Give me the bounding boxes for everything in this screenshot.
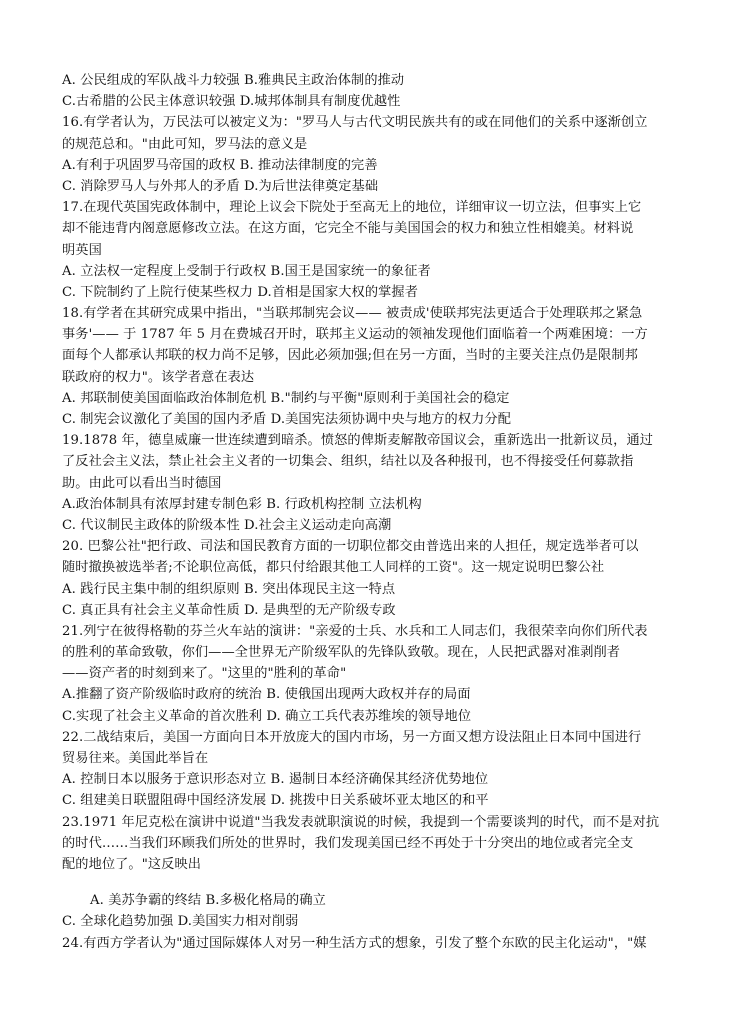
blank-gap: [62, 875, 682, 890]
question-22-stem: 贸易往来。美国此举旨在: [62, 751, 209, 766]
option-line: C. 下院制约了上院行使某些权力 D.首相是国家大权的掌握者: [62, 284, 418, 300]
question-19-stem: 助。由此可以看出当时德国: [62, 475, 222, 491]
option-line: C. 制宪会议激化了美国的国内矛盾 D.美国宪法须协调中央与地方的权力分配: [62, 412, 511, 427]
question-18-stem: 事务'—— 于 1787 年 5 月在费城召开时，联邦主义运动的领袖发现他们面临着一个两难困境：一方: [62, 327, 648, 343]
option-line: A. 立法权一定程度上受制于行政权 B.国王是国家统一的象征者: [62, 263, 431, 279]
question-20-stem: 20. 巴黎公社"把行政、司法和国民教育方面的一切职位都交由普选出来的人担任，规定选举者可以: [62, 539, 639, 555]
question-21-stem: 的胜利的革命致敬，你们——全世界无产阶级军队的先锋队致敬。现在，人民把武器对准剥削者: [62, 645, 621, 661]
option-line: C. 消除罗马人与外邦人的矛盾 D.为后世法律奠定基础: [62, 178, 379, 194]
question-17-stem: 明英国: [62, 242, 102, 258]
option-line: A. 公民组成的军队战斗力较强 B.雅典民主政治体制的推动: [62, 73, 405, 88]
option-line: A.有利于巩固罗马帝国的政权 B. 推动法律制度的完善: [62, 157, 378, 173]
question-19-stem: 了反社会主义法，禁止社会主义者的一切集会、组织，结社以及各种报刊，也不得接受任何募款指: [62, 454, 634, 470]
question-24-stem: 24.有西方学者认为"通过国际媒体人对另一种生活方式的想象，引发了整个东欧的民主化运动"，"媒: [62, 935, 647, 951]
option-line: A.推翻了资产阶级临时政府的统治 B. 使俄国出现两大政权并存的局面: [62, 687, 471, 703]
option-line: C. 代议制民主政体的阶级本性 D.社会主义运动走向高潮: [62, 517, 392, 533]
question-21-stem: ——资产者的时刻到来了。"这里的"胜利的革命": [62, 666, 347, 682]
option-line: C. 全球化趋势加强 D.美国实力相对削弱: [62, 914, 299, 930]
option-line: A.政治体制具有浓厚封建专制色彩 B. 行政机构控制 立法机构: [62, 496, 422, 512]
exam-page: [62, 70, 682, 954]
option-line: A. 邦联制使美国面临政治体制危机 B."制约与平衡"原则利于美国社会的稳定: [62, 390, 510, 406]
option-line: A. 践行民主集中制的组织原则 B. 突出体现民主这一特点: [62, 581, 396, 597]
option-line: A. 控制日本以服务于意识形态对立 B. 遏制日本经济确保其经济优势地位: [62, 772, 489, 788]
question-18-stem: 面每个人都承认邦联的权力尚不足够，因此必须加强;但在另一方面，当时的主要关注点仍是限制邦: [62, 348, 638, 364]
option-line: A. 美苏争霸的终结 B.多极化格局的确立: [90, 893, 326, 909]
option-line: C.实现了社会主义革命的首次胜利 D. 确立工兵代表苏维埃的领导地位: [62, 708, 472, 724]
option-line: C.古希腊的公民主体意识较强 D.城邦体制具有制度优越性: [62, 94, 401, 110]
question-17-stem: 却不能违背内阁意愿修改立法。在这方面，它完全不能与美国国会的权力和独立性相媲美。材料说: [62, 221, 634, 237]
question-16-stem: 的规范总和。"由此可知，罗马法的意义是: [62, 136, 308, 152]
question-23-stem: 的时代……当我们环顾我们所处的世界时，我们发现美国已经不再处于十分突出的地位或者完全支: [62, 835, 634, 851]
question-18-stem: 18.有学者在其研究成果中指出，"当联邦制宪会议—— 被责成'使联邦宪法更适合于处理联邦之紧急: [62, 306, 643, 322]
question-23-stem: 配的地位了。"这反映出: [62, 856, 202, 872]
question-22-stem: 22.二战结束后，美国一方面向日本开放庞大的国内市场，另一方面又想方设法阻止日本同中国进行: [62, 729, 642, 745]
question-20-stem: 随时撤换被选举者;不论职位高低，都只付给跟其他工人同样的工资"。这一规定说明巴黎公社: [62, 560, 605, 576]
option-line: C. 真正具有社会主义革命性质 D. 是典型的无产阶级专政: [62, 602, 396, 618]
question-21-stem: 21.列宁在彼得格勒的芬兰火车站的演讲："亲爱的士兵、水兵和工人同志们，我很荣幸向你们所代表: [62, 623, 648, 639]
question-18-stem: 联政府的权力"。该学者意在表达: [62, 369, 255, 385]
question-17-stem: 17.在现代英国宪政体制中，理论上议会下院处于至高无上的地位，详细审议一切立法，但事实上它: [62, 200, 642, 216]
question-23-stem: 23.1971 年尼克松在演讲中说道"当我发表就职演说的时候，我提到一个需要谈判的时代，而不是对抗: [62, 814, 660, 830]
option-line: C. 组建美日联盟阻碍中国经济发展 D. 挑拨中日关系破坏亚太地区的和平: [62, 793, 489, 809]
question-19-stem: 19.1878 年，德皇威廉一世连续遭到暗杀。愤怒的俾斯麦解散帝国议会，重新选出一批新议员，通过: [62, 433, 654, 449]
question-16-stem: 16.有学者认为，万民法可以被定义为："罗马人与古代文明民族共有的或在同他们的关系中逐渐创立: [62, 115, 648, 131]
